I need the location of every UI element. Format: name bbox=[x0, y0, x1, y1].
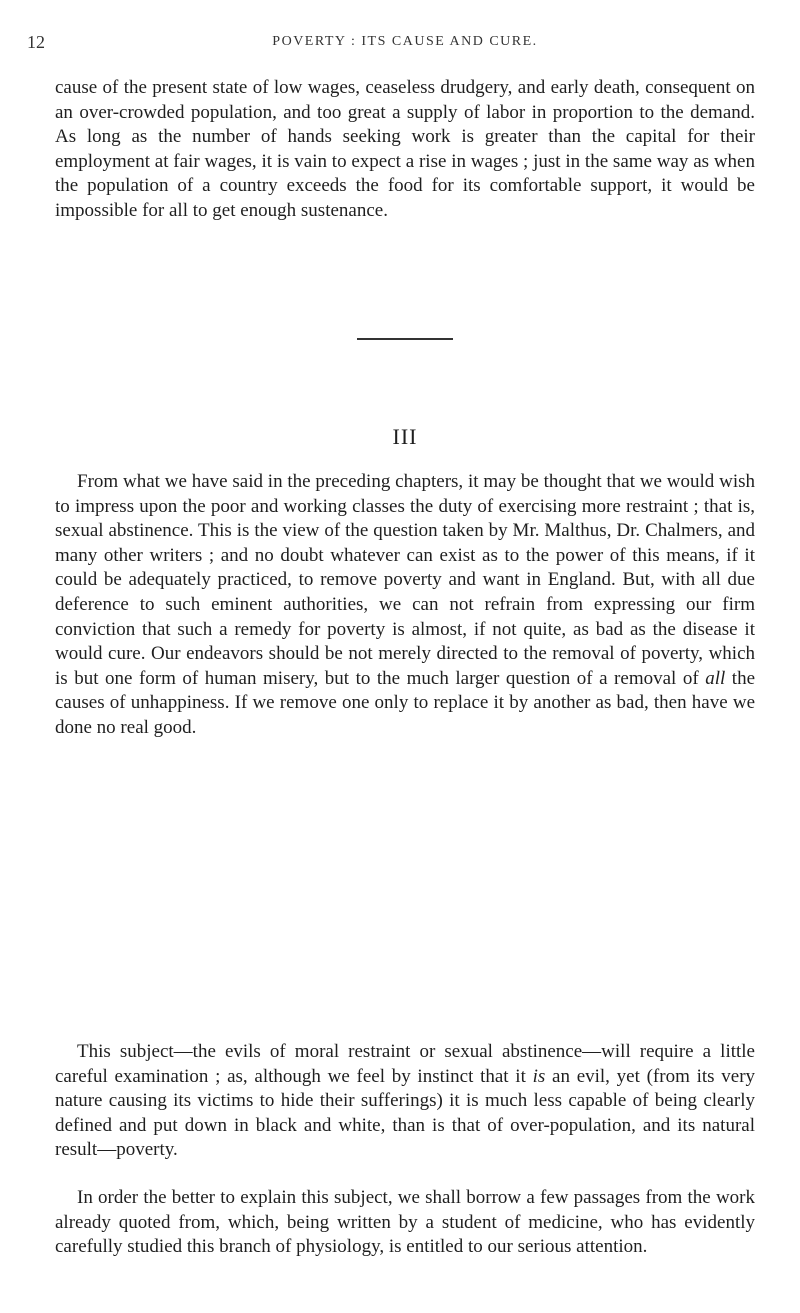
section-number: III bbox=[392, 424, 418, 449]
book-page bbox=[27, 0, 756, 1313]
paragraph-2-text-b: the causes of unhappiness. If we remove one only to replace it by another as bad, then have we done no real good. bbox=[55, 667, 756, 738]
paragraph-3-text-a: This subject—the evils of moral restraint or sexual abstinence—will require a little careful examination ; as, although we feel by instinct that it bbox=[55, 1041, 755, 1087]
paragraph-2-text-a: From what we have said in the preceding chapters, it may be thought that we would wish to impress upon the poor and working classes the duty of exercising more restraint ; that is, sexual abstinence. This is the view of the question taken by Mr. Malthus, Dr. Chalmers, and many other writers ; and no doubt whatever can exist as to the power of this means, if it could be adequately practiced, to remove poverty and want in England. But, with all due deference to such eminent authorities, we can not refrain from expressing our firm conviction that such a remedy for poverty is almost, if not quite, as bad as the disease it would cure. Our endeavors should be not merely directed to the removal of poverty, which is but one form of human misery, but to the much larger question of a removal of bbox=[55, 471, 755, 689]
running-head bbox=[27, 32, 755, 56]
paragraph-3 bbox=[55, 1040, 755, 1163]
paragraph-2 bbox=[55, 470, 755, 741]
paragraph-4: In order the better to explain this subject, we shall borrow a few passages from the work already quoted from, which, being written by a student of medicine, who has evidently carefully studied this branch of physiology, is entitled to our serious attention. bbox=[55, 1187, 755, 1258]
paragraph-2-emphasis: all bbox=[705, 667, 726, 689]
paragraph-3-emphasis: is bbox=[532, 1065, 546, 1087]
page-number: 12 bbox=[27, 32, 45, 52]
running-title: POVERTY : ITS CAUSE AND CURE. bbox=[272, 34, 538, 49]
paragraph-1: cause of the present state of low wages, ceaseless drudgery, and early death, consequent on an over-crowded population, and too great a supply of labor in proportion to the demand. As long as the number of hands seeking work is greater than the capital for their employment at fair wages, it is vain to expect a rise in wages ; just in the same way as when the population of a country exceeds the food for its comfortable support, it would be impossible for all to get enough sustenance. bbox=[55, 77, 755, 221]
section-divider bbox=[357, 338, 453, 340]
paragraph-3-text-b: an evil, yet (from its very nature causing its victims to hide their sufferings) it is much less capable of being clearly defined and put down in black and white, than is that of over-population, and its natural result—poverty. bbox=[55, 1065, 756, 1161]
